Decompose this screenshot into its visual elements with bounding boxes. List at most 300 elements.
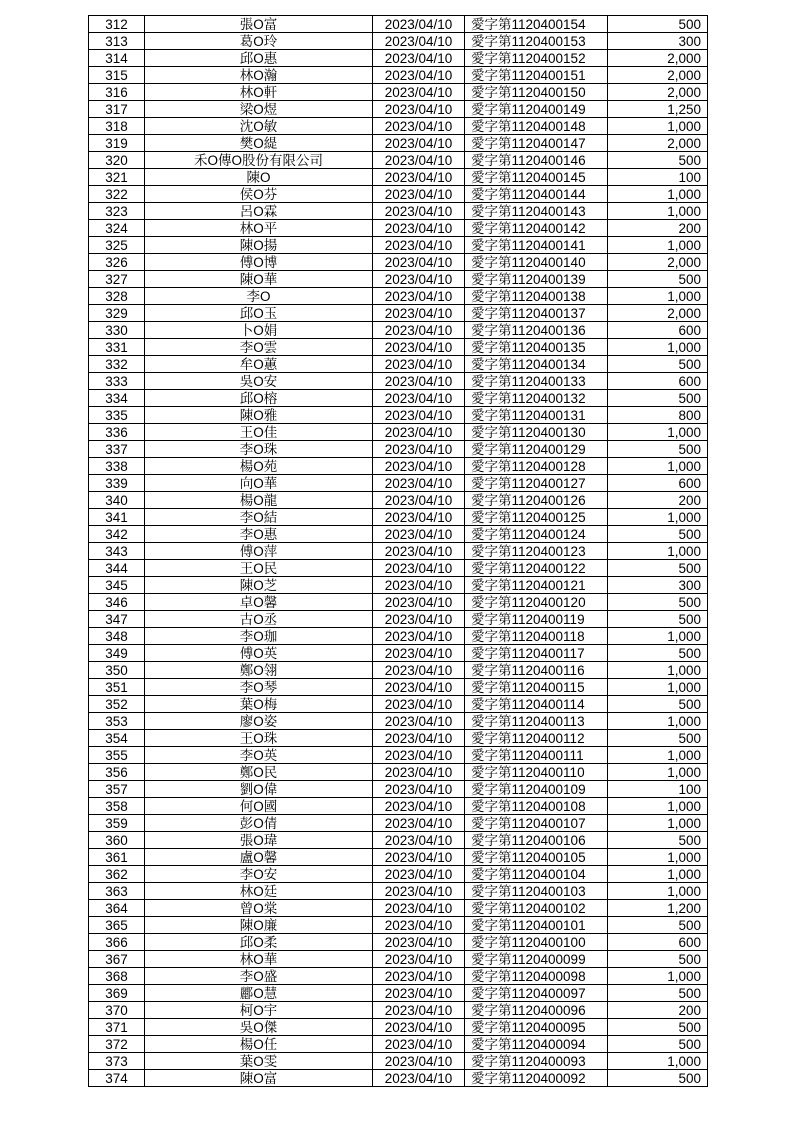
receipt-number-cell: 愛字第1120400115 (465, 679, 608, 696)
donation-amount-cell: 500 (608, 356, 708, 373)
donation-date-cell: 2023/04/10 (373, 271, 465, 288)
table-row (89, 1070, 708, 1087)
row-number-cell: 363 (89, 883, 145, 900)
row-number-cell: 324 (89, 220, 145, 237)
donor-name-cell: 楊O任 (145, 1036, 373, 1053)
donor-name-cell: 李O珈 (145, 628, 373, 645)
donation-date-cell: 2023/04/10 (373, 883, 465, 900)
table-row (89, 475, 708, 492)
donor-name-cell: 盧O馨 (145, 849, 373, 866)
donation-date-cell: 2023/04/10 (373, 934, 465, 951)
donor-name-cell: 楊O苑 (145, 458, 373, 475)
donation-amount-cell: 2,000 (608, 254, 708, 271)
donation-table-body (89, 16, 708, 1087)
row-number-cell: 334 (89, 390, 145, 407)
donation-amount-cell: 1,000 (608, 764, 708, 781)
donation-amount-cell: 1,000 (608, 713, 708, 730)
donation-amount-cell: 500 (608, 16, 708, 33)
donor-name-cell: 柯O宇 (145, 1002, 373, 1019)
donation-date-cell: 2023/04/10 (373, 815, 465, 832)
receipt-number-cell: 愛字第1120400145 (465, 169, 608, 186)
donation-amount-cell: 500 (608, 1019, 708, 1036)
donor-name-cell: 陳O芝 (145, 577, 373, 594)
row-number-cell: 344 (89, 560, 145, 577)
donation-date-cell: 2023/04/10 (373, 526, 465, 543)
receipt-number-cell: 愛字第1120400149 (465, 101, 608, 118)
table-row (89, 101, 708, 118)
receipt-number-cell: 愛字第1120400140 (465, 254, 608, 271)
table-row (89, 509, 708, 526)
receipt-number-cell: 愛字第1120400141 (465, 237, 608, 254)
donor-name-cell: 卓O馨 (145, 594, 373, 611)
donor-name-cell: 李O結 (145, 509, 373, 526)
receipt-number-cell: 愛字第1120400125 (465, 509, 608, 526)
donation-date-cell: 2023/04/10 (373, 475, 465, 492)
table-row (89, 781, 708, 798)
donor-name-cell: 張O瑋 (145, 832, 373, 849)
donor-name-cell: 傅O博 (145, 254, 373, 271)
receipt-number-cell: 愛字第1120400137 (465, 305, 608, 322)
donation-date-cell: 2023/04/10 (373, 849, 465, 866)
row-number-cell: 354 (89, 730, 145, 747)
donor-name-cell: 李O (145, 288, 373, 305)
donation-amount-cell: 500 (608, 390, 708, 407)
donor-name-cell: 酈O慧 (145, 985, 373, 1002)
donation-amount-cell: 1,000 (608, 662, 708, 679)
receipt-number-cell: 愛字第1120400154 (465, 16, 608, 33)
donor-name-cell: 邱O柔 (145, 934, 373, 951)
donation-amount-cell: 200 (608, 1002, 708, 1019)
donation-date-cell: 2023/04/10 (373, 509, 465, 526)
row-number-cell: 370 (89, 1002, 145, 1019)
donor-name-cell: 邱O玉 (145, 305, 373, 322)
donation-amount-cell: 1,000 (608, 747, 708, 764)
receipt-number-cell: 愛字第1120400095 (465, 1019, 608, 1036)
donation-date-cell: 2023/04/10 (373, 373, 465, 390)
donor-name-cell: 侯O芬 (145, 186, 373, 203)
row-number-cell: 356 (89, 764, 145, 781)
table-row (89, 254, 708, 271)
donation-amount-cell: 1,000 (608, 288, 708, 305)
receipt-number-cell: 愛字第1120400110 (465, 764, 608, 781)
donation-amount-cell: 500 (608, 696, 708, 713)
donor-name-cell: 邱O榕 (145, 390, 373, 407)
donation-date-cell: 2023/04/10 (373, 985, 465, 1002)
receipt-number-cell: 愛字第1120400117 (465, 645, 608, 662)
receipt-number-cell: 愛字第1120400153 (465, 33, 608, 50)
table-row (89, 526, 708, 543)
table-row (89, 50, 708, 67)
donor-name-cell: 葉O梅 (145, 696, 373, 713)
table-row (89, 696, 708, 713)
row-number-cell: 369 (89, 985, 145, 1002)
donor-name-cell: 曾O棠 (145, 900, 373, 917)
donation-date-cell: 2023/04/10 (373, 1002, 465, 1019)
row-number-cell: 361 (89, 849, 145, 866)
donation-date-cell: 2023/04/10 (373, 730, 465, 747)
row-number-cell: 339 (89, 475, 145, 492)
receipt-number-cell: 愛字第1120400108 (465, 798, 608, 815)
donation-date-cell: 2023/04/10 (373, 441, 465, 458)
donor-name-cell: 李O安 (145, 866, 373, 883)
table-row (89, 560, 708, 577)
donation-date-cell: 2023/04/10 (373, 560, 465, 577)
donation-date-cell: 2023/04/10 (373, 50, 465, 67)
row-number-cell: 312 (89, 16, 145, 33)
donor-name-cell: 林O平 (145, 220, 373, 237)
receipt-number-cell: 愛字第1120400144 (465, 186, 608, 203)
table-row (89, 492, 708, 509)
donation-amount-cell: 500 (608, 951, 708, 968)
row-number-cell: 341 (89, 509, 145, 526)
table-row (89, 917, 708, 934)
row-number-cell: 345 (89, 577, 145, 594)
table-row (89, 220, 708, 237)
donation-date-cell: 2023/04/10 (373, 220, 465, 237)
row-number-cell: 340 (89, 492, 145, 509)
donor-name-cell: 沈O敏 (145, 118, 373, 135)
receipt-number-cell: 愛字第1120400112 (465, 730, 608, 747)
row-number-cell: 314 (89, 50, 145, 67)
donation-date-cell: 2023/04/10 (373, 1070, 465, 1087)
donor-name-cell: 卜O娟 (145, 322, 373, 339)
receipt-number-cell: 愛字第1120400107 (465, 815, 608, 832)
donation-amount-cell: 1,000 (608, 203, 708, 220)
table-row (89, 33, 708, 50)
table-row (89, 186, 708, 203)
donation-amount-cell: 1,000 (608, 866, 708, 883)
donation-date-cell: 2023/04/10 (373, 713, 465, 730)
row-number-cell: 333 (89, 373, 145, 390)
row-number-cell: 359 (89, 815, 145, 832)
donation-amount-cell: 500 (608, 917, 708, 934)
donation-amount-cell: 1,000 (608, 118, 708, 135)
row-number-cell: 351 (89, 679, 145, 696)
receipt-number-cell: 愛字第1120400138 (465, 288, 608, 305)
donor-name-cell: 林O瀚 (145, 67, 373, 84)
donor-name-cell: 向O華 (145, 475, 373, 492)
donor-name-cell: 劉O偉 (145, 781, 373, 798)
table-row (89, 628, 708, 645)
donation-date-cell: 2023/04/10 (373, 662, 465, 679)
receipt-number-cell: 愛字第1120400128 (465, 458, 608, 475)
donor-name-cell: 吳O傑 (145, 1019, 373, 1036)
donation-date-cell: 2023/04/10 (373, 492, 465, 509)
donor-name-cell: 陳O華 (145, 271, 373, 288)
row-number-cell: 320 (89, 152, 145, 169)
donation-amount-cell: 200 (608, 220, 708, 237)
row-number-cell: 353 (89, 713, 145, 730)
donation-amount-cell: 500 (608, 594, 708, 611)
donation-amount-cell: 1,000 (608, 186, 708, 203)
donation-amount-cell: 600 (608, 373, 708, 390)
table-row (89, 84, 708, 101)
receipt-number-cell: 愛字第1120400122 (465, 560, 608, 577)
table-row (89, 458, 708, 475)
table-row (89, 577, 708, 594)
donation-amount-cell: 500 (608, 152, 708, 169)
donor-name-cell: 林O軒 (145, 84, 373, 101)
donation-date-cell: 2023/04/10 (373, 67, 465, 84)
donor-name-cell: 梁O煜 (145, 101, 373, 118)
donation-amount-cell: 1,000 (608, 543, 708, 560)
donor-name-cell: 林O廷 (145, 883, 373, 900)
table-row (89, 679, 708, 696)
receipt-number-cell: 愛字第1120400120 (465, 594, 608, 611)
donation-date-cell: 2023/04/10 (373, 305, 465, 322)
row-number-cell: 323 (89, 203, 145, 220)
donation-amount-cell: 300 (608, 33, 708, 50)
donor-name-cell: 陳O富 (145, 1070, 373, 1087)
table-row (89, 713, 708, 730)
donation-date-cell: 2023/04/10 (373, 237, 465, 254)
table-row (89, 798, 708, 815)
donation-date-cell: 2023/04/10 (373, 747, 465, 764)
table-row (89, 747, 708, 764)
receipt-number-cell: 愛字第1120400135 (465, 339, 608, 356)
donation-date-cell: 2023/04/10 (373, 33, 465, 50)
donor-name-cell: 彭O倩 (145, 815, 373, 832)
table-row (89, 373, 708, 390)
donor-name-cell: 葉O雯 (145, 1053, 373, 1070)
donation-amount-cell: 1,000 (608, 679, 708, 696)
donation-date-cell: 2023/04/10 (373, 203, 465, 220)
donor-name-cell: 王O民 (145, 560, 373, 577)
donation-amount-cell: 500 (608, 441, 708, 458)
table-row (89, 934, 708, 951)
table-row (89, 594, 708, 611)
receipt-number-cell: 愛字第1120400121 (465, 577, 608, 594)
donation-date-cell: 2023/04/10 (373, 84, 465, 101)
donation-amount-cell: 500 (608, 271, 708, 288)
donor-name-cell: 李O雲 (145, 339, 373, 356)
donation-date-cell: 2023/04/10 (373, 679, 465, 696)
donation-amount-cell: 1,250 (608, 101, 708, 118)
row-number-cell: 364 (89, 900, 145, 917)
donation-amount-cell: 1,000 (608, 815, 708, 832)
row-number-cell: 321 (89, 169, 145, 186)
donation-amount-cell: 1,000 (608, 883, 708, 900)
receipt-number-cell: 愛字第1120400111 (465, 747, 608, 764)
row-number-cell: 315 (89, 67, 145, 84)
donor-name-cell: 葛O玲 (145, 33, 373, 50)
donation-date-cell: 2023/04/10 (373, 254, 465, 271)
donation-amount-cell: 600 (608, 934, 708, 951)
donation-amount-cell: 2,000 (608, 67, 708, 84)
table-row (89, 322, 708, 339)
donation-amount-cell: 100 (608, 169, 708, 186)
table-row (89, 203, 708, 220)
donor-name-cell: 陳O雅 (145, 407, 373, 424)
donation-date-cell: 2023/04/10 (373, 645, 465, 662)
row-number-cell: 346 (89, 594, 145, 611)
donation-date-cell: 2023/04/10 (373, 135, 465, 152)
donation-date-cell: 2023/04/10 (373, 696, 465, 713)
row-number-cell: 330 (89, 322, 145, 339)
donor-name-cell: 傅O萍 (145, 543, 373, 560)
donor-name-cell: 李O盛 (145, 968, 373, 985)
table-row (89, 730, 708, 747)
table-row (89, 985, 708, 1002)
donor-name-cell: 李O英 (145, 747, 373, 764)
row-number-cell: 348 (89, 628, 145, 645)
row-number-cell: 352 (89, 696, 145, 713)
table-row (89, 764, 708, 781)
row-number-cell: 336 (89, 424, 145, 441)
table-row (89, 135, 708, 152)
receipt-number-cell: 愛字第1120400103 (465, 883, 608, 900)
receipt-number-cell: 愛字第1120400106 (465, 832, 608, 849)
receipt-number-cell: 愛字第1120400105 (465, 849, 608, 866)
donation-amount-cell: 600 (608, 475, 708, 492)
receipt-number-cell: 愛字第1120400132 (465, 390, 608, 407)
receipt-number-cell: 愛字第1120400127 (465, 475, 608, 492)
row-number-cell: 343 (89, 543, 145, 560)
donation-date-cell: 2023/04/10 (373, 917, 465, 934)
row-number-cell: 313 (89, 33, 145, 50)
donation-date-cell: 2023/04/10 (373, 1036, 465, 1053)
table-row (89, 237, 708, 254)
table-row (89, 662, 708, 679)
donation-table (88, 15, 708, 1087)
donation-date-cell: 2023/04/10 (373, 322, 465, 339)
donor-name-cell: 牟O蕙 (145, 356, 373, 373)
donation-date-cell: 2023/04/10 (373, 356, 465, 373)
donation-date-cell: 2023/04/10 (373, 594, 465, 611)
donation-amount-cell: 2,000 (608, 305, 708, 322)
row-number-cell: 350 (89, 662, 145, 679)
receipt-number-cell: 愛字第1120400130 (465, 424, 608, 441)
donation-amount-cell: 2,000 (608, 50, 708, 67)
donation-amount-cell: 500 (608, 730, 708, 747)
receipt-number-cell: 愛字第1120400123 (465, 543, 608, 560)
table-row (89, 1036, 708, 1053)
donor-name-cell: 鄭O民 (145, 764, 373, 781)
donation-amount-cell: 1,000 (608, 237, 708, 254)
row-number-cell: 342 (89, 526, 145, 543)
donor-name-cell: 陳O廉 (145, 917, 373, 934)
row-number-cell: 371 (89, 1019, 145, 1036)
receipt-number-cell: 愛字第1120400092 (465, 1070, 608, 1087)
row-number-cell: 322 (89, 186, 145, 203)
donation-amount-cell: 2,000 (608, 135, 708, 152)
receipt-number-cell: 愛字第1120400097 (465, 985, 608, 1002)
receipt-number-cell: 愛字第1120400142 (465, 220, 608, 237)
donor-name-cell: 王O佳 (145, 424, 373, 441)
row-number-cell: 327 (89, 271, 145, 288)
donor-name-cell: 邱O惠 (145, 50, 373, 67)
donor-name-cell: 傅O英 (145, 645, 373, 662)
row-number-cell: 367 (89, 951, 145, 968)
donation-date-cell: 2023/04/10 (373, 16, 465, 33)
table-row (89, 1019, 708, 1036)
donation-date-cell: 2023/04/10 (373, 611, 465, 628)
table-row (89, 815, 708, 832)
donation-date-cell: 2023/04/10 (373, 900, 465, 917)
donation-date-cell: 2023/04/10 (373, 390, 465, 407)
donation-amount-cell: 500 (608, 985, 708, 1002)
table-row (89, 1053, 708, 1070)
row-number-cell: 329 (89, 305, 145, 322)
donation-date-cell: 2023/04/10 (373, 424, 465, 441)
table-row (89, 118, 708, 135)
donation-amount-cell: 200 (608, 492, 708, 509)
row-number-cell: 332 (89, 356, 145, 373)
row-number-cell: 331 (89, 339, 145, 356)
donation-date-cell: 2023/04/10 (373, 339, 465, 356)
receipt-number-cell: 愛字第1120400126 (465, 492, 608, 509)
receipt-number-cell: 愛字第1120400102 (465, 900, 608, 917)
donor-name-cell: 禾O傳O股份有限公司 (145, 152, 373, 169)
donor-name-cell: 陳O揚 (145, 237, 373, 254)
row-number-cell: 357 (89, 781, 145, 798)
table-row (89, 1002, 708, 1019)
row-number-cell: 362 (89, 866, 145, 883)
donor-name-cell: 吳O安 (145, 373, 373, 390)
donation-date-cell: 2023/04/10 (373, 781, 465, 798)
donation-amount-cell: 1,000 (608, 458, 708, 475)
table-row (89, 288, 708, 305)
table-row (89, 849, 708, 866)
table-row (89, 611, 708, 628)
donation-date-cell: 2023/04/10 (373, 968, 465, 985)
donation-amount-cell: 1,000 (608, 339, 708, 356)
donation-amount-cell: 1,200 (608, 900, 708, 917)
row-number-cell: 347 (89, 611, 145, 628)
table-row (89, 390, 708, 407)
donation-date-cell: 2023/04/10 (373, 152, 465, 169)
donation-amount-cell: 1,000 (608, 509, 708, 526)
donation-date-cell: 2023/04/10 (373, 288, 465, 305)
row-number-cell: 337 (89, 441, 145, 458)
donor-name-cell: 鄭O翎 (145, 662, 373, 679)
row-number-cell: 326 (89, 254, 145, 271)
donation-amount-cell: 500 (608, 611, 708, 628)
receipt-number-cell: 愛字第1120400114 (465, 696, 608, 713)
donation-amount-cell: 500 (608, 832, 708, 849)
table-row (89, 832, 708, 849)
donation-amount-cell: 500 (608, 526, 708, 543)
donation-amount-cell: 500 (608, 645, 708, 662)
row-number-cell: 365 (89, 917, 145, 934)
row-number-cell: 366 (89, 934, 145, 951)
donation-date-cell: 2023/04/10 (373, 628, 465, 645)
donation-amount-cell: 1,000 (608, 1053, 708, 1070)
receipt-number-cell: 愛字第1120400118 (465, 628, 608, 645)
table-row (89, 339, 708, 356)
donation-amount-cell: 500 (608, 1036, 708, 1053)
receipt-number-cell: 愛字第1120400104 (465, 866, 608, 883)
row-number-cell: 318 (89, 118, 145, 135)
receipt-number-cell: 愛字第1120400093 (465, 1053, 608, 1070)
receipt-number-cell: 愛字第1120400134 (465, 356, 608, 373)
receipt-number-cell: 愛字第1120400101 (465, 917, 608, 934)
row-number-cell: 338 (89, 458, 145, 475)
donation-amount-cell: 800 (608, 407, 708, 424)
receipt-number-cell: 愛字第1120400129 (465, 441, 608, 458)
donor-name-cell: 廖O姿 (145, 713, 373, 730)
donor-name-cell: 李O琴 (145, 679, 373, 696)
donation-amount-cell: 1,000 (608, 798, 708, 815)
table-row (89, 424, 708, 441)
table-row (89, 67, 708, 84)
donation-date-cell: 2023/04/10 (373, 866, 465, 883)
donation-amount-cell: 500 (608, 1070, 708, 1087)
row-number-cell: 325 (89, 237, 145, 254)
donation-date-cell: 2023/04/10 (373, 101, 465, 118)
table-row (89, 883, 708, 900)
donation-amount-cell: 1,000 (608, 849, 708, 866)
